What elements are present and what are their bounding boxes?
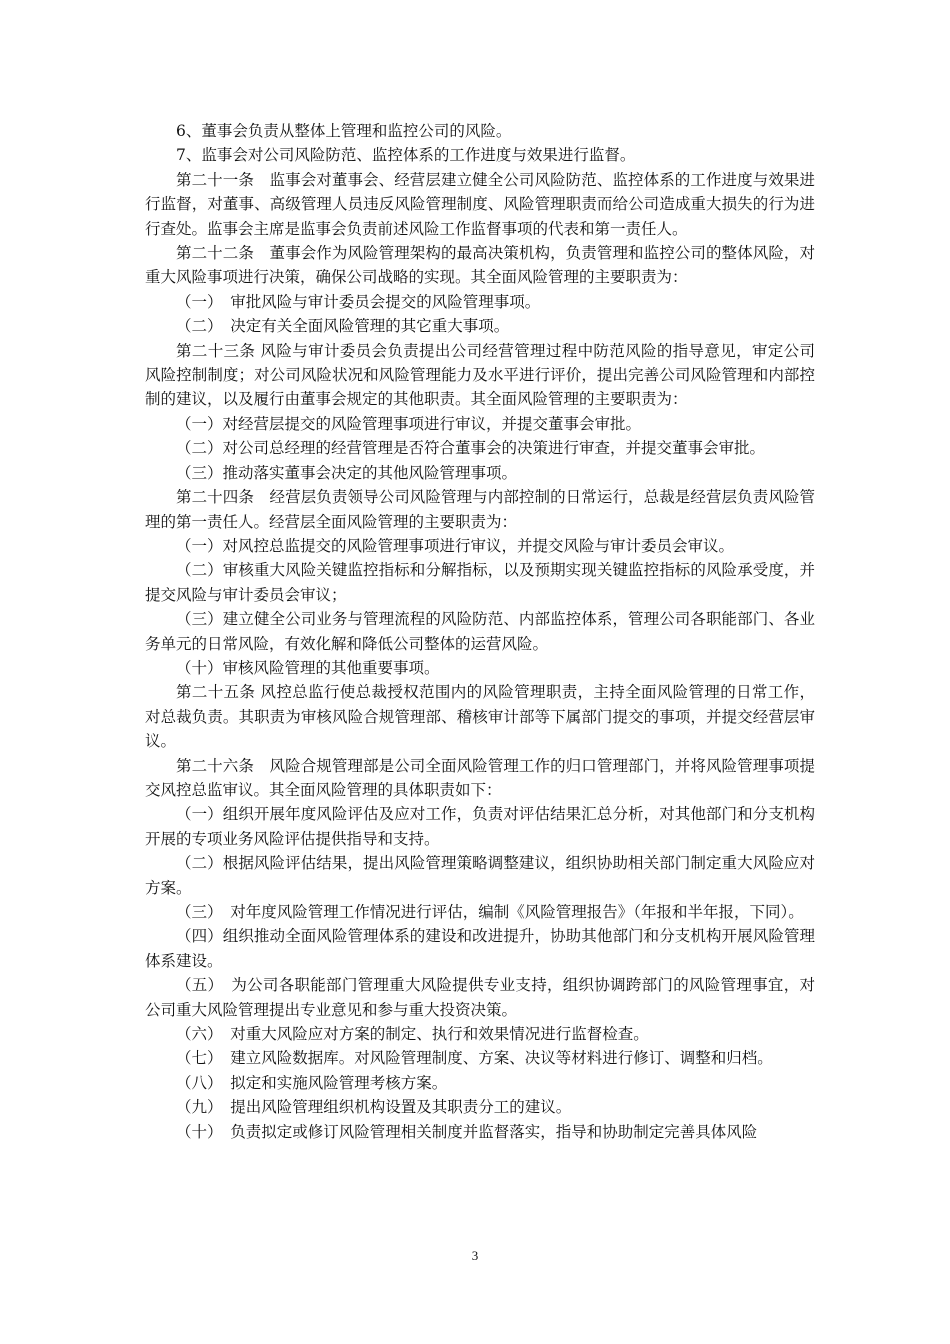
article-26-item-5: （五） 为公司各职能部门管理重大风险提供专业支持，组织协调跨部门的风险管理事宜，对公司重大风险管理提出专业意见和参与重大投资决策。: [145, 976, 815, 1019]
article-22-item-2: （二） 决定有关全面风险管理的其它重大事项。: [176, 317, 510, 336]
article-24: 第二十四条 经营层负责领导公司风险管理与内部控制的日常运行，总裁是经营层负责风险管理的第一责任人。经营层全面风险管理的主要职责为：: [145, 488, 815, 531]
body-text: [145, 119, 815, 1144]
paragraph-2: 7、监事会对公司风险防范、监控体系的工作进度与效果进行监督。: [176, 146, 636, 165]
article-26-item-6: （六） 对重大风险应对方案的制定、执行和效果情况进行监督检查。: [176, 1025, 649, 1044]
article-26-item-2: （二）根据风险评估结果，提出风险管理策略调整建议，组织协助相关部门制定重大风险应对方案。: [145, 854, 815, 897]
article-26-item-9: （九） 提出风险管理组织机构设置及其职责分工的建议。: [176, 1098, 572, 1117]
article-26-item-7: （七） 建立风险数据库。对风险管理制度、方案、决议等材料进行修订、调整和归档。: [176, 1049, 773, 1068]
article-22: 第二十二条 董事会作为风险管理架构的最高决策机构，负责管理和监控公司的整体风险，对重大风险事项进行决策，确保公司战略的实现。其全面风险管理的主要职责为：: [145, 244, 815, 287]
article-22-item-1: （一） 审批风险与审计委员会提交的风险管理事项。: [176, 292, 541, 311]
paragraph-1: 6、董事会负责从整体上管理和监控公司的风险。: [176, 122, 512, 140]
article-25: 第二十五条 风控总监行使总裁授权范围内的风险管理职责，主持全面风险管理的日常工作，对总裁负责。其职责为审核风险合规管理部、稽核审计部等下属部门提交的事项，并提交经营层审议。: [145, 683, 815, 751]
article-23-item-3: （三）推动落实董事会决定的其他风险管理事项。: [176, 463, 518, 482]
article-24-item-2: （二）审核重大风险关键监控指标和分解指标，以及预期实现关键监控指标的风险承受度，并提交风险与审计委员会审议；: [145, 561, 815, 604]
article-23: 第二十三条 风险与审计委员会负责提出公司经营管理过程中防范风险的指导意见，审定公司风险控制制度；对公司风险状况和风险管理能力及水平进行评价，提出完善公司风险管理和内部控制的建议，以及履行由董事会规定的其他职责。其全面风险管理的主要职责为：: [145, 341, 815, 409]
article-21: 第二十一条 监事会对董事会、经营层建立健全公司风险防范、监控体系的工作进度与效果进行监督，对董事、高级管理人员违反风险管理制度、风险管理职责而给公司造成重大损失的行为进行查处。监事会主席是监事会负责前述风险工作监督事项的代表和第一责任人。: [145, 170, 815, 238]
page-number: 3: [471, 1248, 479, 1263]
article-26-item-3: （三） 对年度风险管理工作情况进行评估，编制《风险管理报告》（年报和半年报，下同）。: [176, 903, 804, 921]
article-23-item-1: （一）对经营层提交的风险管理事项进行审议，并提交董事会审批。: [176, 414, 642, 433]
article-26-item-4: （四）组织推动全面风险管理体系的建设和改进提升，协助其他部门和分支机构开展风险管理体系建设。: [145, 927, 815, 970]
article-24-item-10: （十）审核风险管理的其他重要事项。: [176, 658, 440, 677]
article-26-item-8: （八） 拟定和实施风险管理考核方案。: [176, 1073, 448, 1092]
article-24-item-3: （三）建立健全公司业务与管理流程的风险防范、内部监控体系，管理公司各职能部门、各业务单元的日常风险，有效化解和降低公司整体的运营风险。: [145, 610, 815, 653]
article-23-item-2: （二）对公司总经理的经营管理是否符合董事会的决策进行审查，并提交董事会审批。: [176, 439, 766, 458]
article-26-item-1: （一）组织开展年度风险评估及应对工作，负责对评估结果汇总分析，对其他部门和分支机构开展的专项业务风险评估提供指导和支持。: [145, 805, 815, 848]
article-26-item-10: （十） 负责拟定或修订风险管理相关制度并监督落实，指导和协助制定完善具体风险: [176, 1122, 758, 1141]
article-24-item-1: （一）对风控总监提交的风险管理事项进行审议，并提交风险与审计委员会审议。: [176, 536, 735, 555]
article-26: 第二十六条 风险合规管理部是公司全面风险管理工作的归口管理部门，并将风险管理事项提交风控总监审议。其全面风险管理的具体职责如下：: [145, 756, 815, 799]
